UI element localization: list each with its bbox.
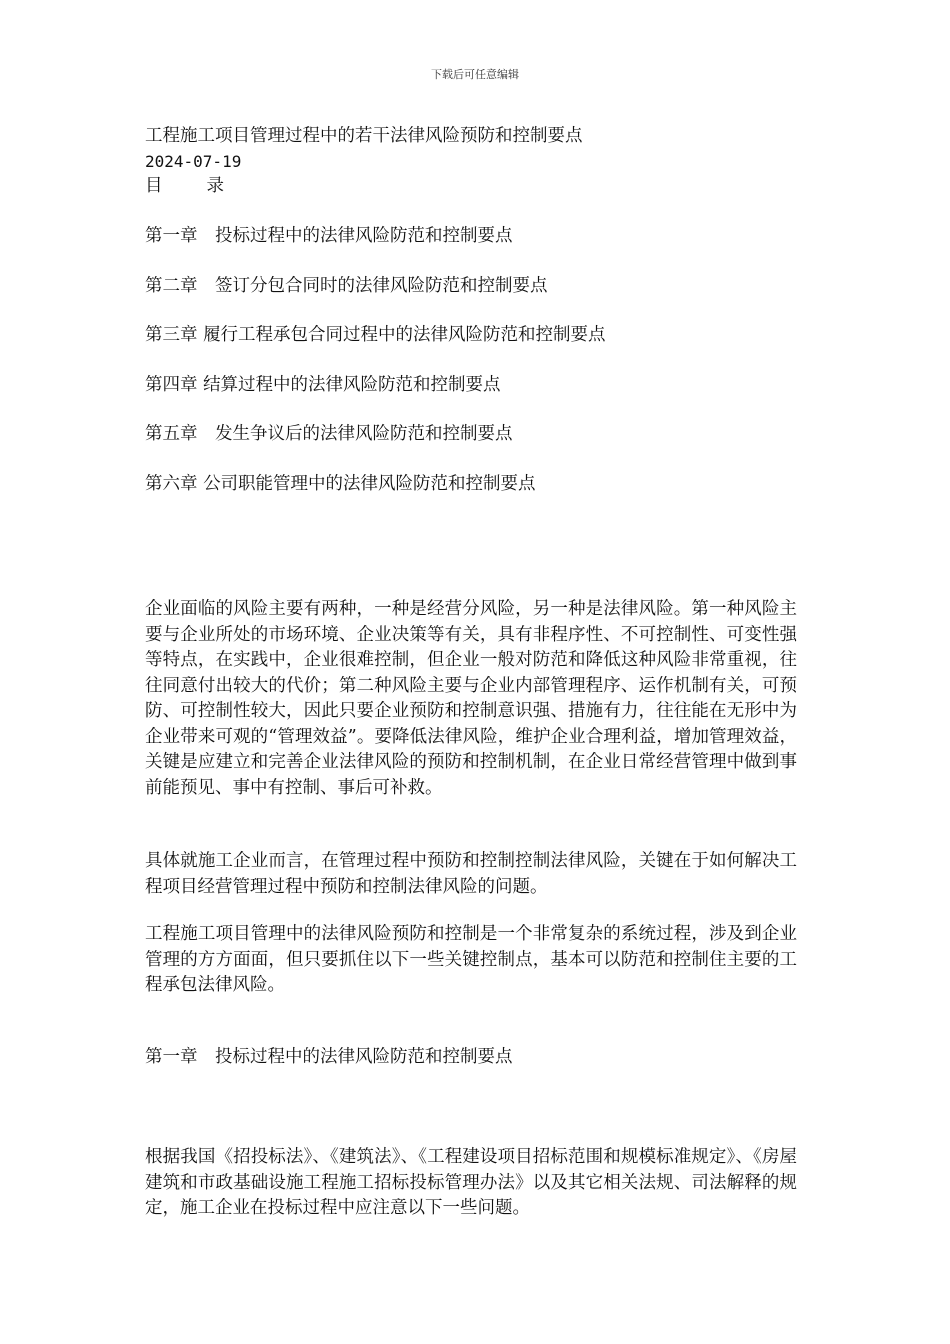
toc-item-chapter-1: 第一章 投标过程中的法律风险防范和控制要点 [145, 226, 513, 246]
document-title: 工程施工项目管理过程中的若干法律风险预防和控制要点 [145, 126, 583, 146]
document-title-block [145, 124, 805, 199]
body-paragraph-4: 根据我国《招投标法》、《建筑法》、《工程建设项目招标范围和规模标准规定》、《房屋建筑和市政基础设施工程施工招标投标管理办法》以及其它相关法规、司法解释的规定，施工企业在投标过程中应注意以下一些问题。 [145, 1147, 797, 1218]
body-paragraph-1: 企业面临的风险主要有两种，一种是经营分风险，另一种是法律风险。第一种风险主要与企业所处的市场环境、企业决策等有关，具有非程序性、不可控制性、可变性强等特点，在实践中，企业很难控制，但企业一般对防范和降低这种风险非常重视，往往同意付出较大的代价；第二种风险主要与企业内部管理程序、运作机制有关，可预防、可控制性较大，因此只要企业预防和控制意识强、措施有力，往往能在无形中为企业带来可观的“管理效益”。要降低法律风险，维护企业合理利益，增加管理效益，关键是应建立和完善企业法律风险的预防和控制机制，在企业日常经营管理中做到事前能预见、事中有控制、事后可补救。 [145, 599, 797, 798]
toc-label-second: 录 [206, 176, 224, 196]
toc-item-chapter-6: 第六章 公司职能管理中的法律风险防范和控制要点 [145, 473, 536, 494]
page-header-note: 下载后可任意编辑 [431, 68, 519, 81]
body-paragraph-2: 具体就施工企业而言，在管理过程中预防和控制控制法律风险，关键在于如何解决工程项目经营管理过程中预防和控制法律风险的问题。 [145, 851, 797, 897]
toc-item-chapter-5: 第五章 发生争议后的法律风险防范和控制要点 [145, 424, 513, 445]
toc-label [145, 174, 805, 199]
table-of-contents [145, 224, 805, 522]
toc-label-first: 目 [145, 176, 163, 196]
body-paragraph-3: 工程施工项目管理中的法律风险预防和控制是一个非常复杂的系统过程，涉及到企业管理的方方面面，但只要抓住以下一些关键控制点，基本可以防范和控制住主要的工程承包法律风险。 [145, 924, 797, 995]
chapter-1-heading: 第一章 投标过程中的法律风险防范和控制要点 [145, 1047, 513, 1067]
toc-item-chapter-3: 第三章 履行工程承包合同过程中的法律风险防范和控制要点 [145, 325, 606, 346]
toc-item-chapter-2: 第二章 签订分包合同时的法律风险防范和控制要点 [145, 275, 548, 296]
toc-item-chapter-4: 第四章 结算过程中的法律风险防范和控制要点 [145, 374, 501, 395]
document-date: 2024-07-19 [145, 152, 242, 171]
